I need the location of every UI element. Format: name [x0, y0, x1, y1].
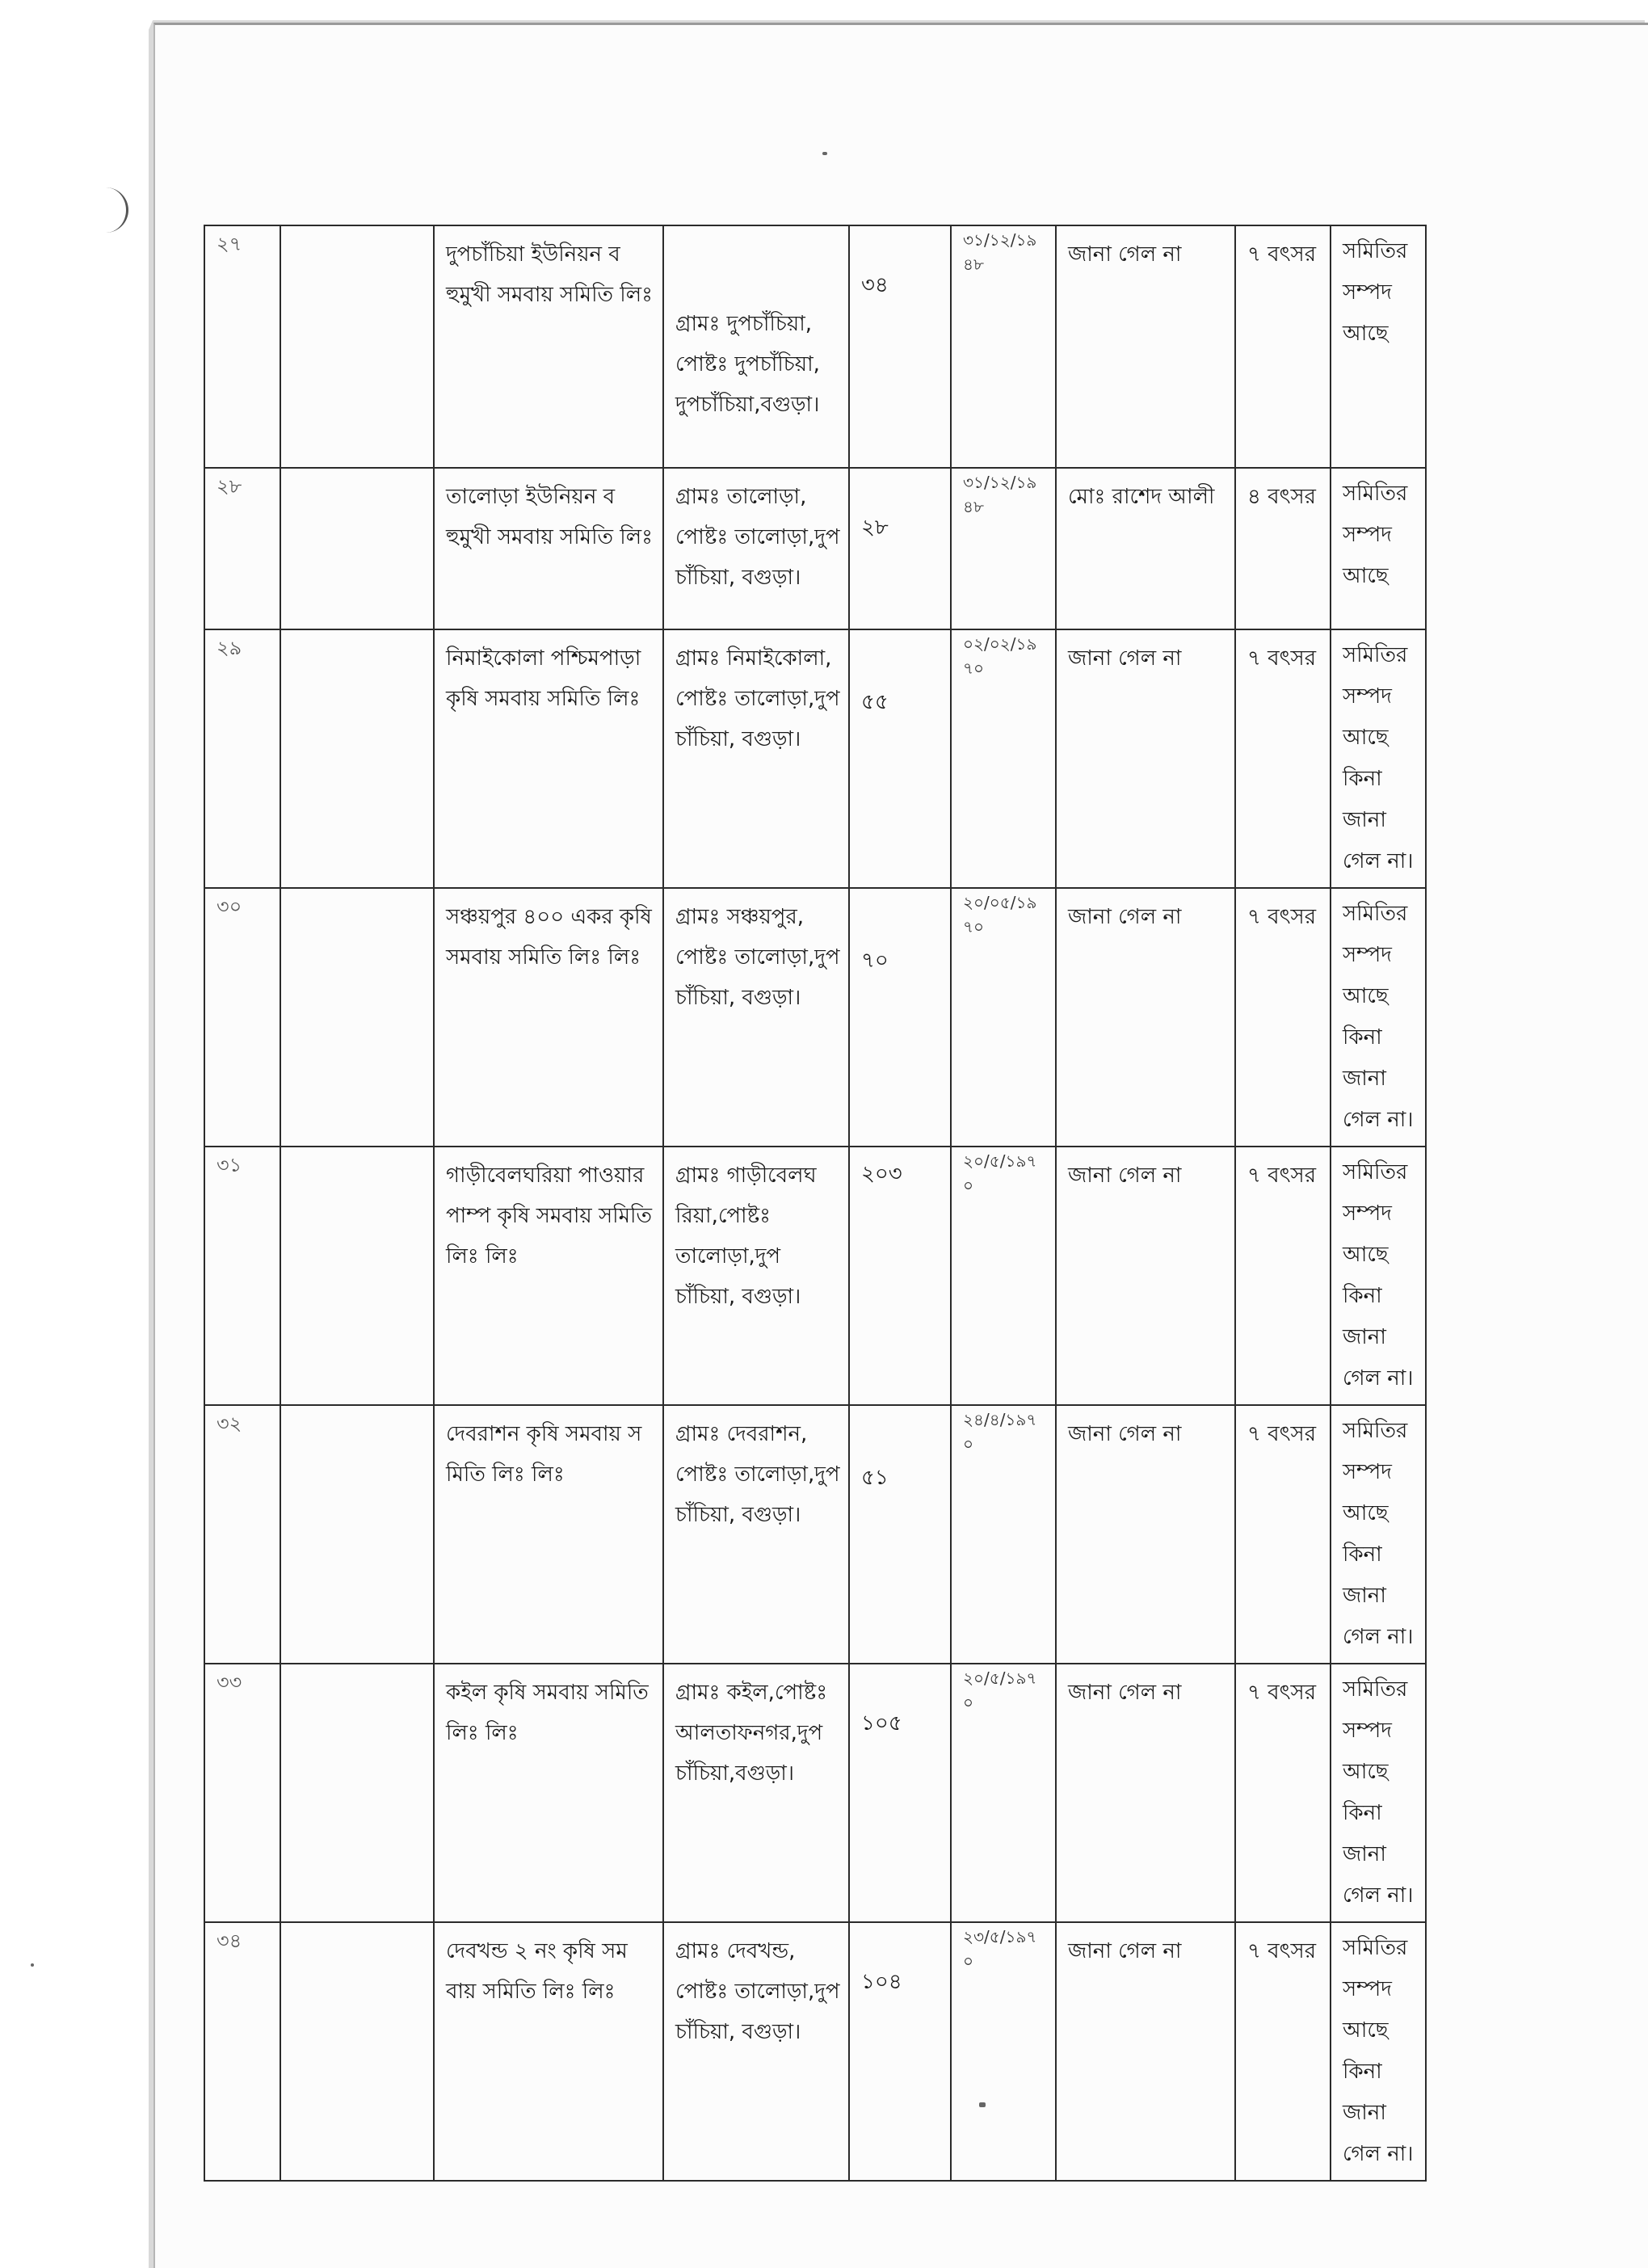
society-name-cell: কইল কৃষি সমবায় সমিতি লিঃ লিঃ — [434, 1664, 663, 1922]
society-name-cell: গাড়ীবেলঘরিয়া পাওয়ারপাম্প কৃষি সমবায় সমিতি লিঃ লিঃ — [434, 1147, 663, 1405]
asset-status-cell: সমিতির সম্পদ আছে কিনা জানা গেল না। — [1331, 629, 1426, 888]
serial-cell: ৩১ — [204, 1147, 280, 1405]
members-cell: ১০৪ — [849, 1922, 951, 2181]
society-name-cell: দেবখন্ড ২ নং কৃষি সমবায় সমিতি লিঃ লিঃ — [434, 1922, 663, 2181]
registration-date-cell: ২৩/৫/১৯৭০ — [951, 1922, 1056, 2181]
asset-status-cell: সমিতির সম্পদ আছে কিনা জানা গেল না। — [1331, 1147, 1426, 1405]
society-name-cell: সঞ্চয়পুর ৪০০ একর কৃষি সমবায় সমিতি লিঃ লিঃ — [434, 888, 663, 1147]
table-row — [204, 468, 1426, 629]
society-name-cell: দুপচাঁচিয়া ইউনিয়ন বহুমুখী সমবায় সমিতি লিঃ — [434, 225, 663, 468]
serial-cell: ২৯ — [204, 629, 280, 888]
period-cell: ৭ বৎসর — [1235, 888, 1331, 1147]
period-cell: ৭ বৎসর — [1235, 225, 1331, 468]
society-name-cell: তালোড়া ইউনিয়ন বহুমুখী সমবায় সমিতি লিঃ — [434, 468, 663, 629]
asset-status-cell: সমিতির সম্পদ আছে কিনা জানা গেল না। — [1331, 1664, 1426, 1922]
table-row — [204, 629, 1426, 888]
society-name-cell: দেবরাশন কৃষি সমবায় সমিতি লিঃ লিঃ — [434, 1405, 663, 1664]
serial-cell: ৩০ — [204, 888, 280, 1147]
table-row — [204, 1664, 1426, 1922]
blank-cell — [280, 888, 434, 1147]
registration-date-cell: ২৪/৪/১৯৭০ — [951, 1405, 1056, 1664]
period-cell: ৭ বৎসর — [1235, 629, 1331, 888]
table-row — [204, 1405, 1426, 1664]
members-cell: ৩৪ — [849, 225, 951, 468]
period-cell: ৪ বৎসর — [1235, 468, 1331, 629]
blank-cell — [280, 1922, 434, 2181]
address-cell: গ্রামঃ সঞ্চয়পুর,পোষ্টঃ তালোড়া,দুপচাঁচিয়া, বগুড়া। — [663, 888, 849, 1147]
serial-cell: ২৮ — [204, 468, 280, 629]
officer-cell: জানা গেল না — [1056, 1405, 1235, 1664]
paper-torn-corner — [0, 0, 162, 372]
members-cell: ৫১ — [849, 1405, 951, 1664]
officer-cell: জানা গেল না — [1056, 1922, 1235, 2181]
asset-status-cell: সমিতির সম্পদ আছে কিনা জানা গেল না। — [1331, 888, 1426, 1147]
registration-date-cell: ২০/০৫/১৯৭০ — [951, 888, 1056, 1147]
table-row — [204, 1147, 1426, 1405]
address-cell: গ্রামঃ দেবরাশন,পোষ্টঃ তালোড়া,দুপচাঁচিয়া, বগুড়া। — [663, 1405, 849, 1664]
officer-cell: জানা গেল না — [1056, 1664, 1235, 1922]
address-cell: গ্রামঃ গাড়ীবেলঘরিয়া,পোষ্টঃ তালোড়া,দুপচাঁচিয়া, বগুড়া। — [663, 1147, 849, 1405]
asset-status-cell: সমিতির সম্পদ আছে কিনা জানা গেল না। — [1331, 1405, 1426, 1664]
society-name-cell: নিমাইকোলা পশ্চিমপাড়া কৃষি সমবায় সমিতি লিঃ — [434, 629, 663, 888]
serial-cell: ২৭ — [204, 225, 280, 468]
period-cell: ৭ বৎসর — [1235, 1922, 1331, 2181]
members-cell: ২০৩ — [849, 1147, 951, 1405]
registration-date-cell: ২০/৫/১৯৭০ — [951, 1147, 1056, 1405]
members-cell: ৫৫ — [849, 629, 951, 888]
serial-cell: ৩৪ — [204, 1922, 280, 2181]
registration-date-cell: ৩১/১২/১৯৪৮ — [951, 468, 1056, 629]
asset-status-cell: সমিতির সম্পদ আছে — [1331, 225, 1426, 468]
asset-status-cell: সমিতির সম্পদ আছে কিনা জানা গেল না। — [1331, 1922, 1426, 2181]
registration-date-cell: ০২/০২/১৯৭০ — [951, 629, 1056, 888]
registration-date-cell: ৩১/১২/১৯৪৮ — [951, 225, 1056, 468]
table-row — [204, 1922, 1426, 2181]
period-cell: ৭ বৎসর — [1235, 1664, 1331, 1922]
officer-cell: জানা গেল না — [1056, 225, 1235, 468]
blank-cell — [280, 1405, 434, 1664]
blank-cell — [280, 1147, 434, 1405]
table-row — [204, 225, 1426, 468]
address-cell: গ্রামঃ তালোড়া,পোষ্টঃ তালোড়া,দুপচাঁচিয়া, বগুড়া। — [663, 468, 849, 629]
scan-speck — [979, 2102, 986, 2107]
officer-cell: জানা গেল না — [1056, 888, 1235, 1147]
society-ledger-table — [204, 225, 1427, 2182]
period-cell: ৭ বৎসর — [1235, 1405, 1331, 1664]
blank-cell — [280, 629, 434, 888]
address-cell: গ্রামঃ দেবখন্ড,পোষ্টঃ তালোড়া,দুপচাঁচিয়া, বগুড়া। — [663, 1922, 849, 2181]
table-row — [204, 888, 1426, 1147]
scan-speck — [822, 152, 827, 155]
serial-cell: ৩২ — [204, 1405, 280, 1664]
members-cell: ৭০ — [849, 888, 951, 1147]
address-cell: গ্রামঃ নিমাইকোলা,পোষ্টঃ তালোড়া,দুপচাঁচিয়া, বগুড়া। — [663, 629, 849, 888]
officer-cell: মোঃ রাশেদ আলী — [1056, 468, 1235, 629]
officer-cell: জানা গেল না — [1056, 629, 1235, 888]
members-cell: ২৮ — [849, 468, 951, 629]
blank-cell — [280, 225, 434, 468]
blank-cell — [280, 468, 434, 629]
address-cell: গ্রামঃ দুপচাঁচিয়া,পোষ্টঃ দুপচাঁচিয়া,দুপচাঁচিয়া,বগুড়া। — [663, 225, 849, 468]
address-cell: গ্রামঃ কইল,পোষ্টঃ আলতাফনগর,দুপচাঁচিয়া,বগুড়া। — [663, 1664, 849, 1922]
scan-speck — [31, 1963, 34, 1967]
blank-cell — [280, 1664, 434, 1922]
registration-date-cell: ২০/৫/১৯৭০ — [951, 1664, 1056, 1922]
asset-status-cell: সমিতির সম্পদ আছে — [1331, 468, 1426, 629]
members-cell: ১০৫ — [849, 1664, 951, 1922]
serial-cell: ৩৩ — [204, 1664, 280, 1922]
officer-cell: জানা গেল না — [1056, 1147, 1235, 1405]
period-cell: ৭ বৎসর — [1235, 1147, 1331, 1405]
